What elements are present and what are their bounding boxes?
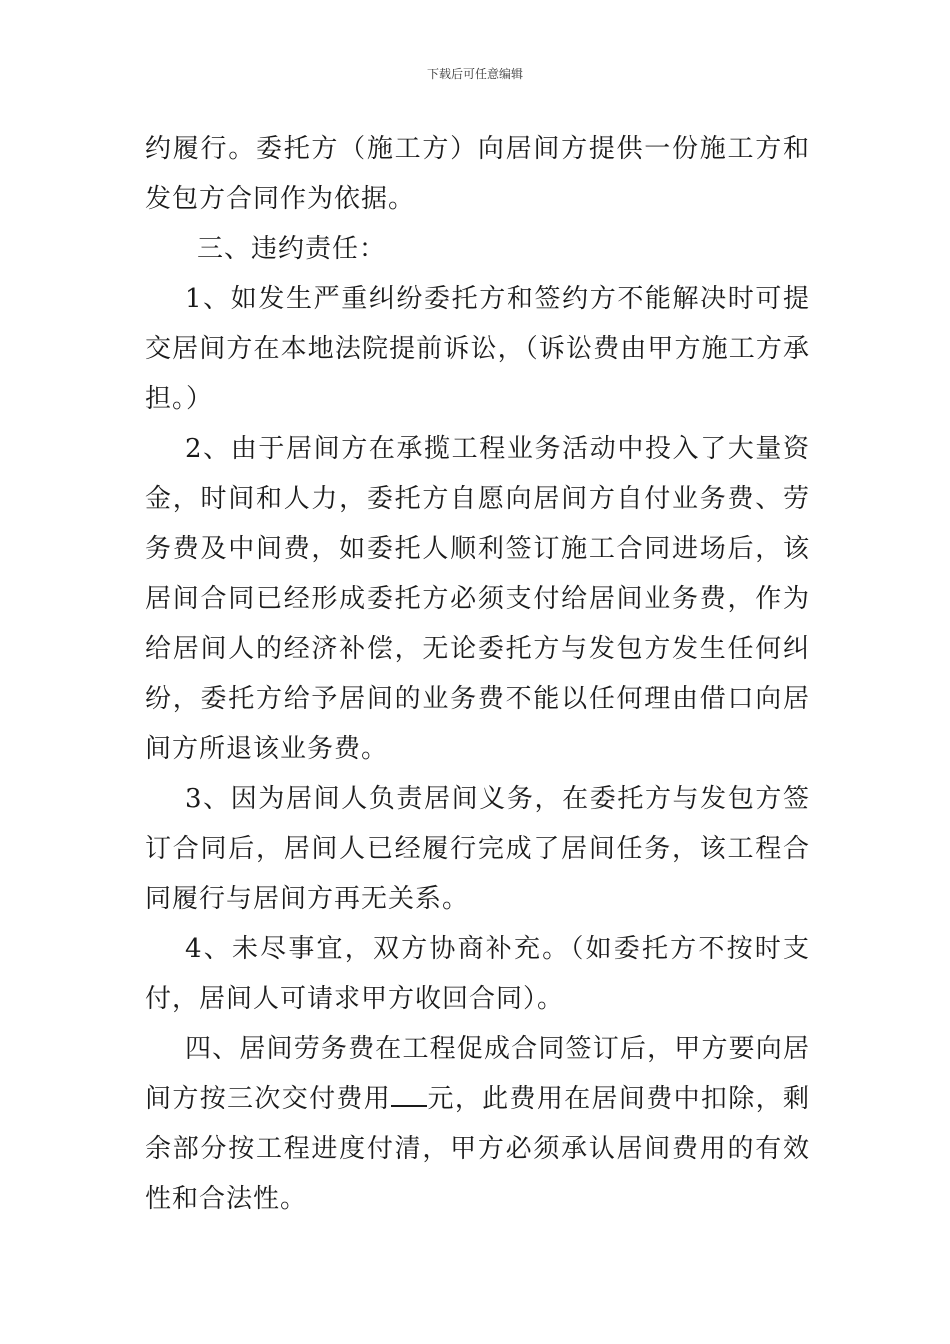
document-body: [145, 124, 810, 1224]
amount-blank-line: [391, 1083, 427, 1107]
paragraph-contract-basis: 约履行。委托方（施工方）向居间方提供一份施工方和发包方合同作为依据。: [145, 134, 810, 214]
clause-2: 2、由于居间方在承揽工程业务活动中投入了大量资金，时间和人力，委托方自愿向居间方自付业务费、劳务费及中间费，如委托人顺利签订施工合同进场后，该居间合同已经形成委托方必须支付给居间业务费，作为给居间人的经济补偿，无论委托方与发包方发生任何纠纷，委托方给予居间的业务费不能以任何理由借口向居间方所退该业务费。: [145, 434, 810, 764]
section-four-text-before: 四、居间劳务费在工程促成合同签订后，甲方要向居间方按三次交付费用: [145, 1034, 810, 1114]
section-heading-breach-liability: 三、违约责任：: [197, 234, 387, 264]
section-four-text-after: 元，此费用在居间费中扣除，剩余部分按工程进度付清，甲方必须承认居间费用的有效性和合法性。: [145, 1084, 810, 1214]
section-four-fee: [145, 1024, 810, 1224]
clause-1: 1、如发生严重纠纷委托方和签约方不能解决时可提交居间方在本地法院提前诉讼，（诉讼费由甲方施工方承担。）: [145, 284, 810, 414]
clause-3: 3、因为居间人负责居间义务，在委托方与发包方签订合同后，居间人已经履行完成了居间任务，该工程合同履行与居间方再无关系。: [145, 784, 810, 914]
page-header: 下载后可任意编辑: [426, 67, 523, 81]
clause-4: 4、未尽事宜，双方协商补充。（如委托方不按时支付，居间人可请求甲方收回合同）。: [145, 934, 810, 1014]
